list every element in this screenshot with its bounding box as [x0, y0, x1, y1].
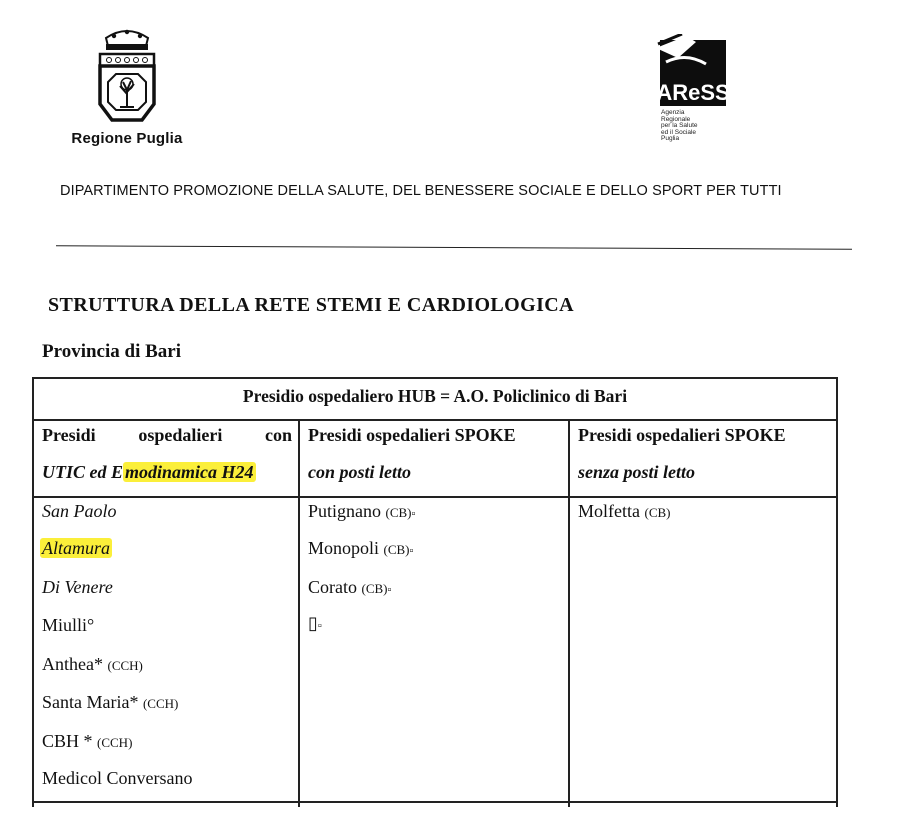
- table-border-top: [32, 377, 838, 379]
- hospital-name: Putignano: [308, 501, 382, 521]
- spoke-list-item: [308, 613, 322, 634]
- col2-header-line2: con posti letto: [308, 462, 411, 482]
- province-heading: Provincia di Bari: [42, 341, 181, 362]
- table-col-divider: [568, 419, 570, 807]
- hospital-name: CBH *: [42, 731, 93, 751]
- hospital-tag: (CCH): [107, 658, 143, 673]
- hub-list-item: [40, 538, 112, 559]
- table-row-divider: [32, 419, 838, 421]
- hospital-tag: (CB): [383, 542, 410, 557]
- table-border-right: [836, 377, 838, 807]
- square-mark-icon: ▫: [409, 545, 414, 557]
- aress-subtext-line: Puglia: [661, 135, 680, 142]
- hospital-tag: (CB): [385, 505, 412, 520]
- hub-list-item: [42, 577, 113, 598]
- hospital-name: Corato: [308, 577, 357, 597]
- table-col-divider: [298, 419, 300, 807]
- table-border-left: [32, 377, 34, 807]
- aress-subtext: [661, 110, 731, 143]
- hospital-name: San Paolo: [42, 501, 117, 521]
- hospital-name: Medicol Conversano: [42, 768, 193, 788]
- col3-header-line2: senza posti letto: [578, 462, 696, 482]
- hospital-name: ▯: [308, 613, 318, 633]
- regione-puglia-logo: [92, 24, 162, 134]
- hospital-name: Molfetta: [578, 501, 640, 521]
- hub-list-item: [42, 692, 178, 713]
- hub-list-item: [42, 768, 192, 789]
- department-heading: DIPARTIMENTO PROMOZIONE DELLA SALUTE, DEL BENESSERE SOCIALE E DELLO SPORT PER TUTTI: [60, 183, 782, 199]
- regione-puglia-label: Regione Puglia: [71, 130, 183, 147]
- hospital-name: Monopoli: [308, 538, 380, 558]
- hub-list-item: [42, 731, 132, 752]
- hub-list-item: [42, 654, 143, 675]
- table-row-divider: [32, 496, 838, 498]
- hospital-tag: (CCH): [142, 696, 179, 711]
- aress-logo: [656, 34, 730, 110]
- hospital-name: Anthea*: [42, 654, 103, 674]
- hub-row: Presidio ospedaliero HUB = A.O. Policlinico di Bari: [242, 386, 628, 406]
- hospital-tag: (CB): [361, 581, 388, 596]
- aress-subtext-line: Regionale: [661, 115, 691, 123]
- hospital-tag: (CCH): [97, 735, 133, 750]
- hub-list-item: [42, 615, 94, 636]
- hospital-name: Di Venere: [42, 577, 113, 597]
- hub-list-item: [42, 501, 117, 522]
- table-row-divider: [32, 801, 838, 803]
- square-mark-icon: ▫: [387, 584, 392, 596]
- hospital-name: Altamura: [42, 538, 111, 558]
- aress-subtext-line: per la Salute: [661, 122, 698, 129]
- hospital-name: Miulli°: [42, 615, 95, 635]
- spoke-list-item: [308, 538, 413, 559]
- col1-header-line2: [42, 462, 256, 483]
- hospital-name: Santa Maria*: [42, 692, 139, 712]
- hospital-tag: (CB): [644, 505, 671, 520]
- network-table: [32, 377, 838, 807]
- spoke-list-item: [578, 501, 670, 522]
- spoke-list-item: [308, 501, 415, 522]
- col1-header-highlight: modinamica H24: [125, 462, 254, 482]
- col1-header-line1: Presidi ospedalieri con: [42, 425, 292, 445]
- spoke-list-item: [308, 577, 391, 598]
- square-mark-icon: ▫: [317, 620, 322, 632]
- document-title: STRUTTURA DELLA RETE STEMI E CARDIOLOGICA: [48, 294, 574, 316]
- col1-header-prefix: UTIC ed E: [42, 462, 123, 482]
- col3-header-line1: Presidi ospedalieri SPOKE: [578, 425, 786, 445]
- aress-subtext-line: ed il Sociale: [661, 128, 697, 136]
- header-divider: [56, 245, 852, 249]
- square-mark-icon: ▫: [411, 508, 416, 520]
- col2-header-line1: Presidi ospedalieri SPOKE: [308, 425, 516, 445]
- aress-subtext-line: Agenzia: [661, 109, 685, 116]
- aress-logo-text: AReSS: [656, 80, 730, 105]
